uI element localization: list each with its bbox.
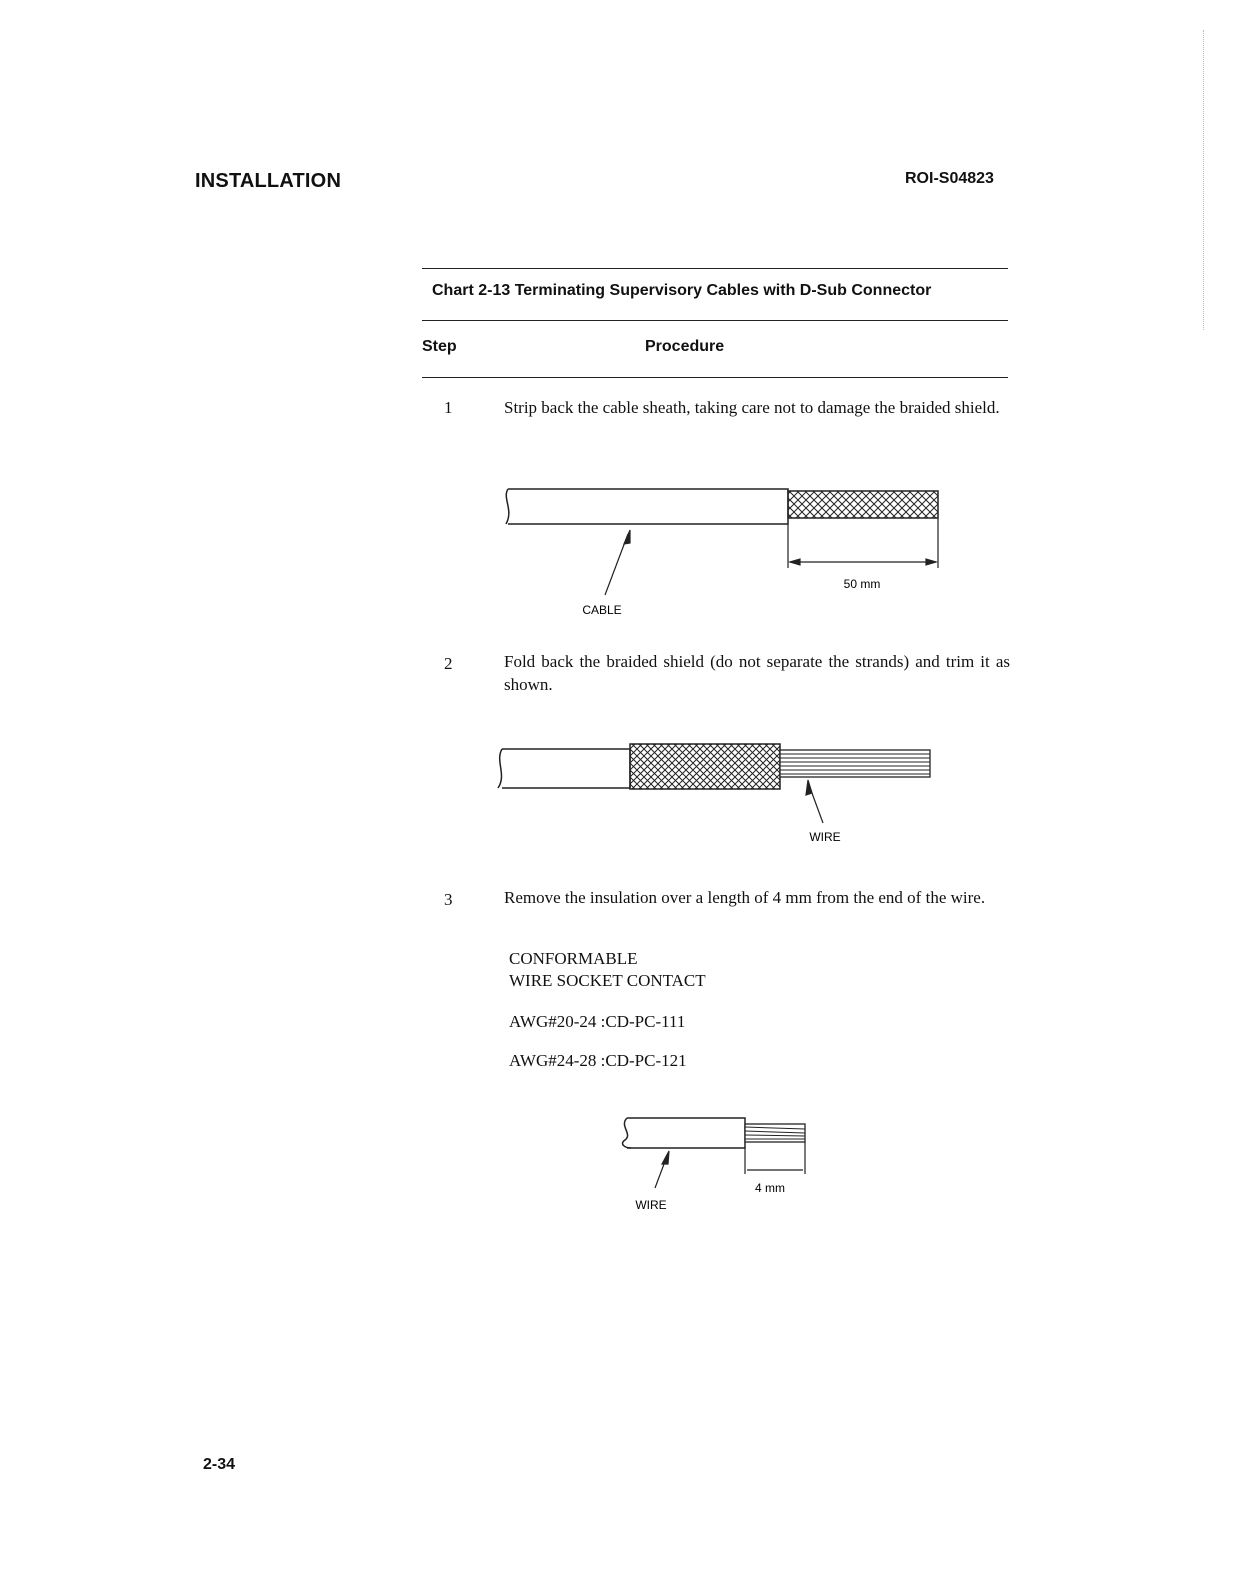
wire-strip-diagram xyxy=(615,1110,815,1215)
dimension-label-4mm: 4 mm xyxy=(755,1181,785,1195)
awg-spec-row: AWG#24-28 :CD-PC-121 xyxy=(509,1051,687,1070)
wire-label: WIRE xyxy=(635,1198,667,1212)
step-number: 3 xyxy=(444,890,453,909)
chart-title-rule xyxy=(422,320,1008,321)
step-text: Fold back the braided shield (do not separate the strands) and trim it as shown. xyxy=(504,652,1010,694)
cable-strip-diagram xyxy=(490,480,960,630)
dimension-label-50mm: 50 mm xyxy=(843,577,881,591)
column-header-procedure: Procedure xyxy=(645,338,725,355)
step-number: 2 xyxy=(444,654,453,673)
document-id: ROI-S04823 xyxy=(905,170,994,187)
awg-spec-row: AWG#20-24 :CD-PC-111 xyxy=(509,1012,686,1031)
step-text: Strip back the cable sheath, taking care not to damage the braided shield. xyxy=(504,398,1000,417)
column-header-step: Step xyxy=(422,338,457,355)
page-number: 2-34 xyxy=(203,1456,236,1473)
wire-insulation xyxy=(623,1118,745,1148)
cable-leader-arrow xyxy=(605,530,630,595)
cable-sheath xyxy=(498,749,630,788)
scan-margin-mark xyxy=(1203,30,1205,330)
contact-heading-line-2: WIRE SOCKET CONTACT xyxy=(509,971,706,990)
wire-strands xyxy=(780,750,930,777)
dimension-line xyxy=(788,518,938,568)
wire-label: WIRE xyxy=(809,830,841,844)
cable-label: CABLE xyxy=(582,603,622,617)
chart-top-rule xyxy=(422,268,1008,269)
column-header-rule xyxy=(422,377,1008,378)
braided-shield xyxy=(788,491,938,518)
chart-title: Chart 2-13 Terminating Supervisory Cables with D-Sub Connector xyxy=(432,282,932,299)
step-number: 1 xyxy=(444,398,453,417)
dimension-line xyxy=(745,1142,805,1174)
step-text: Remove the insulation over a length of 4 mm from the end of the wire. xyxy=(504,888,986,907)
wire-leader-arrow xyxy=(806,780,823,823)
folded-braided-shield xyxy=(630,744,780,789)
contact-heading-line-1: CONFORMABLE xyxy=(509,949,638,968)
cable-sheath xyxy=(506,489,788,524)
shield-fold-diagram xyxy=(490,735,940,855)
wire-leader-arrow xyxy=(655,1151,669,1188)
stripped-conductor xyxy=(745,1124,805,1142)
section-title: INSTALLATION xyxy=(195,170,342,192)
